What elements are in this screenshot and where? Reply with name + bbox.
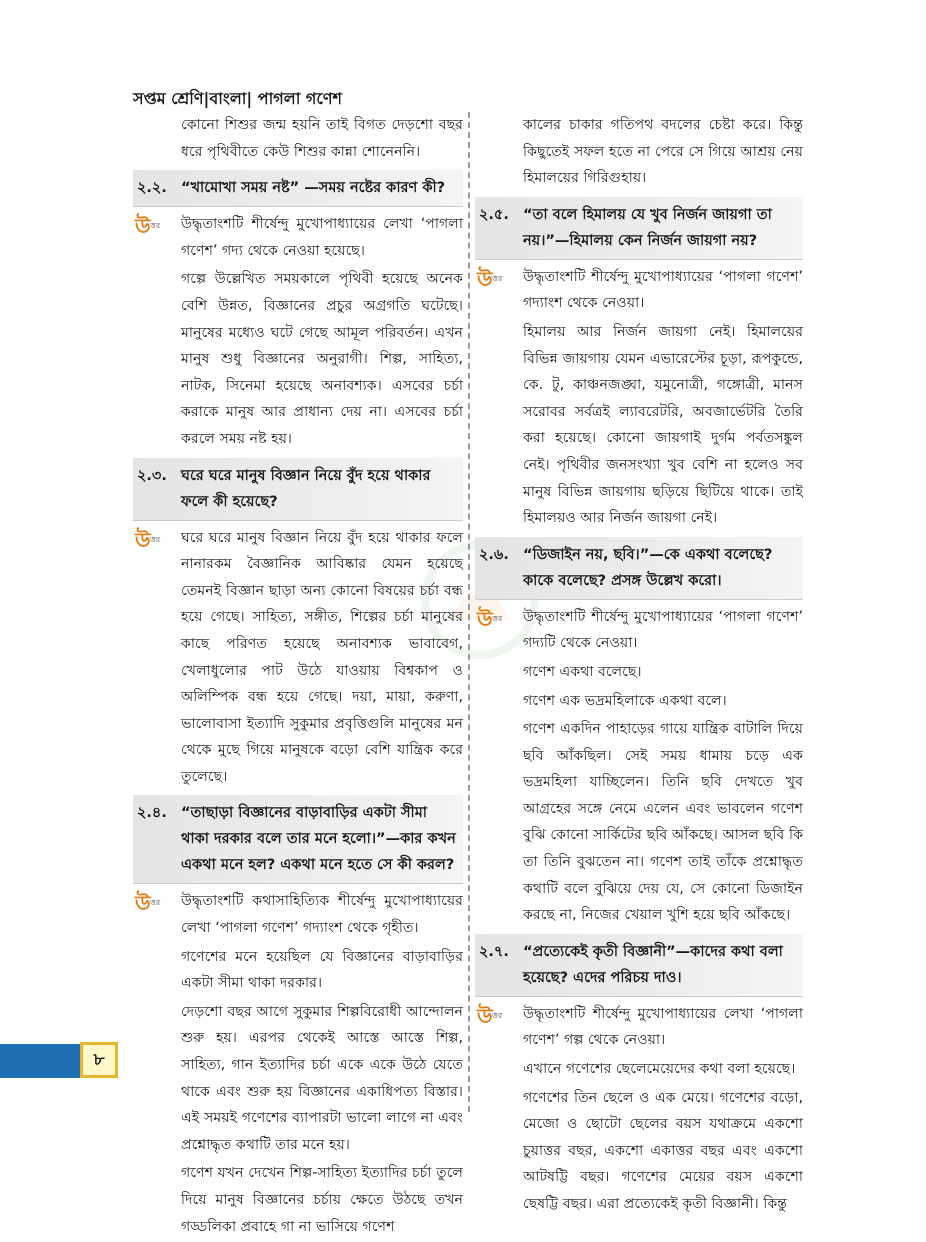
answer-badge-icon: উ ত্তর (135, 214, 161, 239)
answer-paragraph: গণেশ একদিন পাহাড়ের গায়ে যান্ত্রিক বাটালি দিয়ে ছবি আঁকছিল। সেই সময় ধামায় চড়ে এক ভদ্রমহিলা যাচ্ছিলেন। তিনি ছবি দেখতে খুব আগ্রহের সঙ্গে নেমে এলেন এবং ভাবলেন গণেশ বুঝি কোনো সার্কিটের ছবি আঁকছে। আসল ছবি কি তা তিনি বুঝতেন না। গণেশ তাই তাঁকে প্রশ্নোদ্ধৃত কথাটি বলে বুঝিয়ে দেয় যে, সে কোনো ডিজাইন করছে না, নিজের খেয়াল খুশি হয়ে ছবি আঁকছে। (523, 721, 803, 924)
question-2-2 (133, 170, 463, 207)
answer-badge-icon: উ ত্তর (477, 266, 503, 291)
answer-paragraph: গল্পে উল্লেখিত সময়কালে পৃথিবী হয়েছে অনেক বেশি উন্নত, বিজ্ঞানের প্রচুর অগ্রগতি ঘটেছে। মানুষের মধ্যেও ঘটে গেছে আমূল পরিবর্তন। এখন মানুষ শুধু বিজ্ঞানের অনুরাগী। শিল্প, সাহিত্য, নাটক, সিনেমা হয়েছে অনাবশ্যক। এসবের চর্চা করাকে মানুষ আর প্রাধান্য দেয় না। এসবের চর্চা করলে সময় নষ্ট হয়। (181, 271, 463, 447)
question-2-4 (133, 795, 463, 884)
answer-paragraph: উদ্ধৃতাংশটি শীর্ষেন্দু মুখোপাধ্যায়ের লেখা ‘পাগলা গণেশ’ গদ্য থেকে নেওয়া হয়েছে। (181, 216, 463, 259)
answer-paragraph: এখানে গণেশের ছেলেমেয়েদের কথা বলা হয়েছে। (523, 1061, 796, 1078)
question-text: “খামোখা সময় নষ্ট” —সময় নষ্টের কারণ কী? (181, 180, 446, 197)
answer-paragraph: গণেশ এক ভদ্রমহিলাকে একথা বলে। (523, 692, 727, 709)
question-text: “প্রত্যেকেই কৃতী বিজ্ঞানী”—কাদের কথা বলা হয়েছে? এদের পরিচয় দাও। (523, 943, 783, 986)
answer-2-3 (133, 525, 463, 791)
answer-paragraph: গণেশ যখন দেখেন শিল্প-সাহিত্য ইত্যাদির চর্চা তুলে দিয়ে মানুষ বিজ্ঞানের চর্চায় ক্ষেতে উঠছে তখন গড্ডলিকা প্রবাহে গা না ভাসিয়ে গণেশ (181, 1165, 463, 1235)
answer-2-4 (133, 888, 463, 1240)
answer-badge-icon: উ ত্তর (477, 606, 503, 631)
question-text: “তা বলে হিমালয় যে খুব নির্জন জায়গা তা নয়।”—হিমালয় কেন নির্জন জায়গা নয়? (523, 206, 772, 249)
right-column (475, 112, 803, 1220)
answer-2-2 (133, 211, 463, 452)
question-number: ২.৩. (137, 467, 167, 484)
answer-2-7 (475, 1001, 803, 1218)
answer-paragraph: গণেশের মনে হয়েছিল যে বিজ্ঞানের বাড়াবাড়ির একটা সীমা থাকা দরকার। (181, 948, 463, 992)
answer-paragraph: দেড়শো বছর আগে সুকুমার শিল্পবিরোধী আন্দোলন শুরু হয়। এরপর থেকেই আস্তে আস্তে শিল্প, সাহিত্য, গান ইত্যাদির চর্চা একে একে উঠে যেতে থাকে এবং শুরু হয় বিজ্ঞানের একাধিপত্য বিস্তার। এই সময়ই গণেশের ব্যাপারটা ভালো লাগে না এবং প্রশ্নোদ্ধৃত কথাটি তার মনে হয়। (181, 1003, 464, 1153)
question-number: ২.৫. (479, 206, 509, 223)
question-text: “ডিজাইন নয়, ছবি।”—কে একথা বলেছে? কাকে বলেছে? প্রসঙ্গ উল্লেখ করো। (523, 546, 773, 589)
question-number: ২.৪. (137, 805, 167, 822)
answer-2-5 (475, 264, 803, 532)
question-number: ২.৬. (479, 546, 509, 563)
right-intro-text: কালের চাকার গতিপথ বদলের চেষ্টা করে। কিন্তু কিছুতেই সফল হতে না পেরে সে গিয়ে আশ্রয় নেয় হিমালয়ের গিরিগুহায়। (523, 117, 803, 187)
question-number: ২.৭. (479, 943, 509, 960)
answer-paragraph: গণেশ একথা বলেছে। (523, 663, 642, 680)
question-2-7 (475, 934, 803, 997)
question-2-3 (133, 458, 463, 521)
question-text: ঘরে ঘরে মানুষ বিজ্ঞান নিয়ে বুঁদ হয়ে থাকার ফলে কী হয়েছে? (181, 467, 431, 510)
question-2-6 (475, 537, 803, 600)
answer-badge-icon: উ ত্তর (477, 1003, 503, 1028)
answer-paragraph: উদ্ধৃতাংশটি কথাসাহিত্যিক শীর্ষেন্দু মুখোপাধ্যায়ের লেখা ‘পাগলা গণেশ’ গদ্যাংশ থেকে গৃহীত। (181, 893, 463, 937)
question-number: ২.২. (137, 180, 167, 197)
answer-paragraph: হিমালয় আর নির্জন জায়গা নেই। হিমালয়ের বিভিন্ন জায়গায় যেমন এভারেস্টের চূড়া, রূপকুন্ডে, কে. টু, কাঞ্চনজঙ্ঘা, যমুনোত্রী, গঙ্গোত্রী, মানস সরোবর সর্বত্রই ল্যাবরেটরি, অবজার্ভেটরি তৈরি করা হয়েছে। কোনো জায়গাই দুর্গম পর্বতসঙ্কুল নেই। পৃথিবীর জনসংখ্যা খুব বেশি না হলেও সব মানুষ বিভিন্ন জায়গায় ছড়িয়ে ছিটিয়ে থাকে। তাই হিমালয়ও আর নির্জন জায়গা নেই। (523, 323, 803, 527)
answer-badge-icon: উ ত্তর (135, 891, 161, 916)
answer-badge-icon: উ ত্তর (135, 527, 161, 552)
question-2-5 (475, 197, 803, 260)
answer-paragraph: উদ্ধৃতাংশটি শীর্ষেন্দু মুখোপাধ্যায়ের লেখা ‘পাগলা গণেশ’ গল্প থেকে নেওয়া। (523, 1005, 803, 1049)
column-divider (468, 112, 470, 1112)
answer-paragraph: উদ্ধৃতাংশটি শীর্ষেন্দু মুখোপাধ্যায়ের ‘পাগলা গণেশ’ গদ্যাংশ থেকে নেওয়া। (523, 268, 803, 312)
left-column (133, 112, 463, 1242)
question-text: “তাছাড়া বিজ্ঞানের বাড়াবাড়ির একটা সীমা থাকা দরকার বলে তার মনে হলো।”—কার কখন একথা মনে হল? একথা মনে হতে সে কী করল? (181, 805, 456, 874)
page-header: সপ্তম শ্রেণি|বাংলা| পাগলা গণেশ (133, 89, 342, 108)
answer-paragraph: ঘরে ঘরে মানুষ বিজ্ঞান নিয়ে বুঁদ হয়ে থাকার ফলে নানারকম বৈজ্ঞানিক আবিষ্কার যেমন হয়েছে তেমনই বিজ্ঞান ছাড়া অন্য কোনো বিষয়ের চর্চা বন্ধ হয়ে গেছে। সাহিত্য, সঙ্গীত, শিল্পের চর্চা মানুষের কাছে পরিণত হয়েছে অনাবশ্যক ভাবাবেগ, খেলাধুলোর পাট উঠে যাওয়ায় বিশ্বকাপ ও অলিম্পিক বন্ধ হয়ে গেছে। দয়া, মায়া, করুণা, ভালোবাসা ইত্যাদি সুকুমার প্রবৃত্তিগুলি মানুষের মন থেকে মুছে গিয়ে মানুষকে বড়ো বেশি যান্ত্রিক করে তুলেছে। (181, 529, 463, 785)
answer-paragraph: উদ্ধৃতাংশটি শীর্ষেন্দু মুখোপাধ্যায়ের ‘পাগলা গণেশ’ গদ্যটি থেকে নেওয়া। (523, 608, 803, 652)
left-intro-text: কোনো শিশুর জন্ম হয়নি তাই বিগত দেড়শো বছর ধরে পৃথিবীতে কেউ শিশুর কান্না শোনেননি। (181, 117, 463, 160)
answer-2-6 (475, 604, 803, 929)
page-number: ৮ (80, 1042, 118, 1078)
answer-paragraph: গণেশের তিন ছেলে ও এক মেয়ে। গণেশের বড়ো, মেজো ও ছোটো ছেলের বয়স যথাক্রমে একশো চুয়াত্তর বছর, একশো একাত্তর বছর এবং একশো আটষট্টি বছর। গণেশের মেয়ের বয়স একশো ছেষট্টি বছর। এরা প্রত্যেকেই কৃতী বিজ্ঞানী। কিন্তু (523, 1089, 803, 1212)
